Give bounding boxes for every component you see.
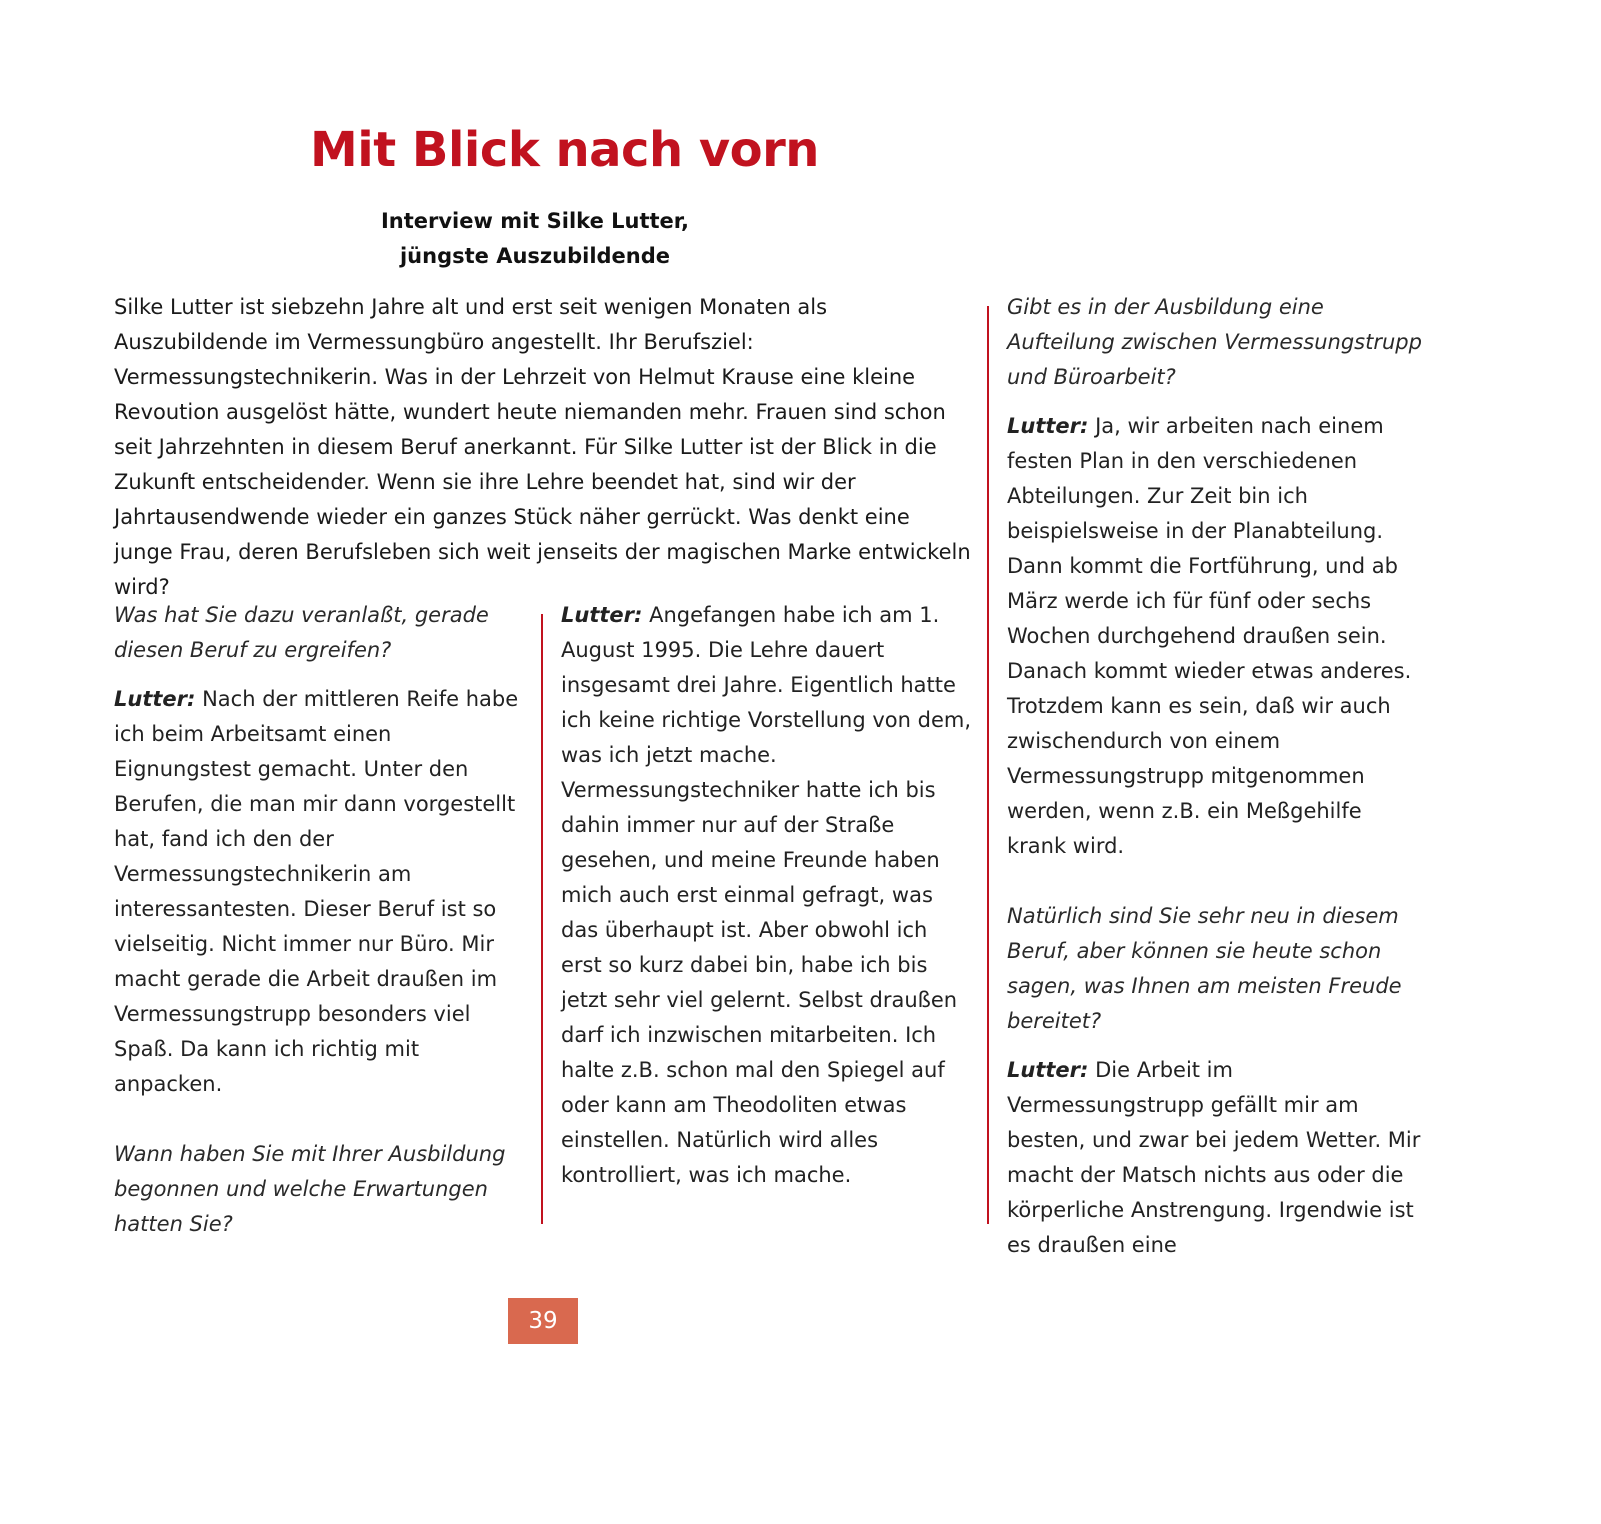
interview-question-4: Natürlich sind Sie sehr neu in diesem Beruf, aber können sie heute schon sagen, was Ihnen am meisten Freude bereitet? <box>1007 904 1402 1033</box>
column-divider-2 <box>987 306 989 1224</box>
answer-text: Angefangen habe ich am 1. August 1995. Die Lehre dauert insgesamt drei Jahre. Eigentlich hatte ich keine richtige Vorstellung von dem, was ich jetzt mache. Vermessungstechniker hatte ich bis dahin immer nur auf der Straße gesehen, und meine Freunde haben mich auch erst einmal gefragt, was das überhaupt ist. Aber obwohl ich erst so kurz dabei bin, habe ich bis jetzt sehr viel gelernt. Selbst draußen darf ich inzwischen mitarbeiten. Ich halte z.B. schon mal den Spiegel auf oder kann am Theodoliten etwas einstellen. Natürlich wird alles kontrolliert, was ich mache. <box>561 603 972 1187</box>
text-column-3 <box>1007 290 1425 1263</box>
answer-text: Die Arbeit im Vermessungstrupp gefällt mir am besten, und zwar bei jedem Wetter. Mir macht der Matsch nichts aus oder die körperliche Anstrengung. Irgendwie ist es draußen eine <box>1007 1058 1421 1257</box>
interview-answer-2 <box>561 598 971 1193</box>
article-subtitle <box>330 204 740 274</box>
speaker-label: Lutter: <box>114 687 196 711</box>
subtitle-line-2: jüngste Auszubildende <box>399 244 671 268</box>
text-column-1 <box>114 598 522 1242</box>
answer-text: Ja, wir arbeiten nach einem festen Plan in den verschiedenen Abteilungen. Zur Zeit bin ich beispielsweise in der Planabteilung. Dann kommt die Fortführung, und ab März werde ich für fünf oder sechs Wochen durchgehend draußen sein. Danach kommt wieder etwas anderes. Trotzdem kann es sein, daß wir auch zwischendurch von einem Vermessungstrupp mitgenommen werden, wenn z.B. ein Meßgehilfe krank wird. <box>1007 414 1412 858</box>
subtitle-line-1: Interview mit Silke Lutter, <box>380 209 690 233</box>
text-column-2 <box>561 598 971 1193</box>
page-number: 39 <box>508 1298 578 1344</box>
speaker-label: Lutter: <box>561 603 643 627</box>
column-divider-1 <box>541 614 543 1224</box>
interview-answer-1 <box>114 682 522 1102</box>
interview-question-1: Was hat Sie dazu veranlaßt, gerade diesen Beruf zu ergreifen? <box>114 603 489 662</box>
interview-question-2: Wann haben Sie mit Ihrer Ausbildung begonnen und welche Erwartungen hatten Sie? <box>114 1142 506 1236</box>
article-intro: Silke Lutter ist siebzehn Jahre alt und erst seit wenigen Monaten als Auszubildende im Vermessungbüro angestellt. Ihr Berufsziel: Vermessungstechnikerin. Was in der Lehrzeit von Helmut Krause eine kleine Revoution ausgelöst hätte, wundert heute niemanden mehr. Frauen sind schon seit Jahrzehnten in diesem Beruf anerkannt. Für Silke Lutter ist der Blick in die Zukunft entscheidender. Wenn sie ihre Lehre beendet hat, sind wir der Jahrtausendwende wieder ein ganzes Stück näher gerrückt. Was denkt eine junge Frau, deren Berufsleben sich weit jenseits der magischen Marke entwickeln wird? <box>114 295 971 599</box>
answer-text: Nach der mittleren Reife habe ich beim Arbeitsamt einen Eignungstest gemacht. Unter den Berufen, die man mir dann vorgestellt hat, fand ich den der Vermessungstechnikerin am interessantesten. Dieser Beruf ist so vielseitig. Nicht immer nur Büro. Mir macht gerade die Arbeit draußen im Vermessungstrupp besonders viel Spaß. Da kann ich richtig mit anpacken. <box>114 687 519 1096</box>
interview-answer-3 <box>1007 409 1425 864</box>
speaker-label: Lutter: <box>1007 1058 1089 1082</box>
interview-answer-4 <box>1007 1053 1425 1263</box>
article-title: Mit Blick nach vorn <box>310 122 819 178</box>
speaker-label: Lutter: <box>1007 414 1089 438</box>
interview-question-3: Gibt es in der Ausbildung eine Aufteilung zwischen Vermessungstrupp und Büroarbeit? <box>1007 295 1422 389</box>
